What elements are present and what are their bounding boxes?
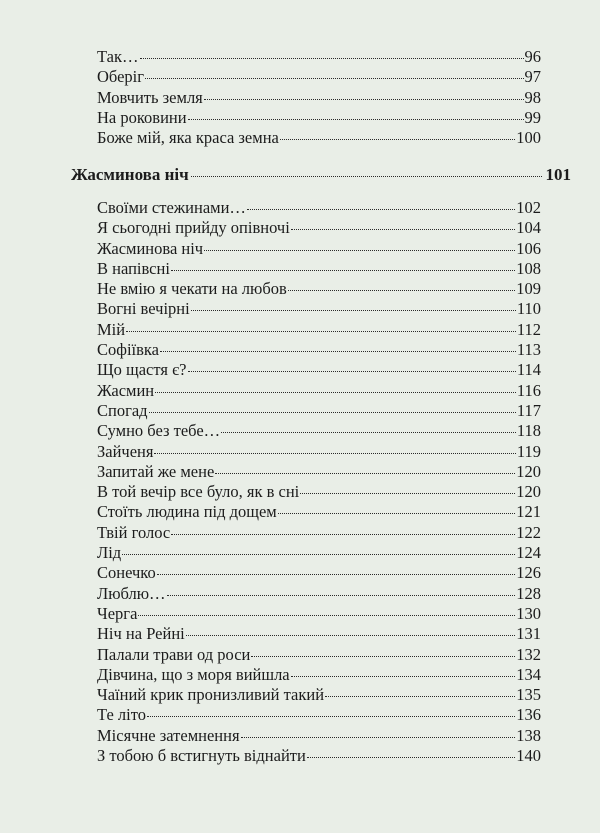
toc-entry-page: 96 [524,47,541,66]
toc-entry [97,746,541,766]
dot-leader [126,331,516,332]
toc-entry-page: 100 [516,128,541,148]
dot-leader [241,737,516,738]
dot-leader [307,757,515,758]
toc-entry [97,604,541,624]
toc-entry [97,482,541,502]
toc-entry-page: 114 [516,360,541,380]
toc-entry-page: 121 [516,502,541,522]
toc-entry-page: 104 [516,218,541,238]
toc-entry [97,421,541,441]
dot-leader [167,595,516,596]
dot-leader [160,351,516,352]
dot-leader [221,432,516,433]
toc-entry-title: Мовчить земля [97,87,203,107]
toc-entry-page: 136 [516,705,541,725]
toc-entry-title: Стоїть людина під дощем [97,502,277,522]
toc-entry-title: З тобою б встигнуть віднайти [97,746,306,766]
dot-leader [278,513,515,514]
toc-entry-title: Жасмин [97,380,155,400]
toc-entry [97,360,541,380]
toc-entry [97,685,541,705]
dot-leader [291,676,516,677]
toc-entry [97,128,541,148]
toc-entry [97,442,541,462]
dot-leader [251,656,515,657]
toc-entry [97,401,541,421]
toc-entry-title: На роковини [97,107,187,127]
dot-leader [291,229,515,230]
toc-entry-title: Зайченя [97,441,154,461]
toc-entry [97,502,541,522]
toc-list-section [97,198,541,766]
toc-entry-page: 120 [516,461,541,481]
toc-entry-page: 131 [516,624,541,644]
dot-leader [204,99,524,100]
toc-entry-title: Софіївка [97,340,159,360]
toc-entry-title: Я сьогодні прийду опівночі [97,218,290,238]
dot-leader [300,493,515,494]
dot-leader [188,371,516,372]
toc-entry [97,523,541,543]
toc-entry [97,320,541,340]
toc-entry-page: 117 [516,400,541,420]
toc-entry-page: 120 [516,482,541,502]
dot-leader [147,716,515,717]
toc-entry-page: 98 [524,87,541,107]
toc-entry-title: Вогні вечірні [97,299,190,319]
toc-entry [97,665,541,685]
toc-entry [97,462,541,482]
toc-entry-title: Ніч на Рейні [97,624,185,644]
toc-entry-page: 128 [516,583,541,603]
toc-entry-page: 99 [524,107,541,127]
toc-entry-title: Запитай же мене [97,461,215,481]
toc-entry-title: Своїми стежинами… [97,198,246,217]
toc-entry-title: Черга [97,603,138,623]
toc-entry [97,239,541,259]
dot-leader [191,176,542,177]
toc-entry [97,726,541,746]
dot-leader [171,534,515,535]
dot-leader [280,139,515,140]
toc-entry [97,47,541,67]
toc-entry-title: Твій голос [97,522,171,542]
toc-entry-title: Палали трави од роси [97,644,251,664]
toc-entry-page: 112 [516,319,541,339]
toc-entry-page: 108 [516,258,541,278]
toc-list-top [97,47,541,148]
dot-leader [140,58,524,59]
dot-leader [204,250,515,251]
toc-entry-title: Боже мій, яка краса земна [97,128,279,148]
toc-entry-title: Чаїний крик пронизливий такий [97,685,325,705]
toc-entry-title: Так… [97,47,139,66]
toc-entry-title: Оберіг [97,67,145,87]
dot-leader [288,290,515,291]
dot-leader [171,270,515,271]
toc-entry-page: 132 [516,644,541,664]
toc-entry-title: Місячне затемнення [97,725,240,745]
toc-entry [97,645,541,665]
toc-entry-page: 113 [516,340,541,360]
dot-leader [138,615,515,616]
toc-entry-page: 116 [516,380,541,400]
toc-entry-page: 102 [516,198,541,217]
toc-entry [97,543,541,563]
dot-leader [155,392,516,393]
toc-entry-page: 110 [516,299,541,319]
toc-entry [97,67,541,87]
section-title: Жасминова ніч [71,165,189,184]
toc-entry [97,88,541,108]
toc-entry [97,108,541,128]
dot-leader [191,310,516,311]
toc-entry-title: Мій [97,319,126,339]
toc-entry-page: 124 [516,543,541,563]
toc-entry-page: 122 [516,522,541,542]
dot-leader [149,412,516,413]
toc-section-heading [71,164,571,186]
toc-entry [97,563,541,583]
dot-leader [215,473,515,474]
toc-entry-page: 109 [516,279,541,299]
toc-entry [97,299,541,319]
toc-entry-page: 135 [516,685,541,705]
dot-leader [186,635,516,636]
toc-entry-title: В напівсні [97,258,170,278]
toc-entry-title: В той вечір все було, як в сні [97,482,300,502]
toc-entry [97,624,541,644]
toc-entry-title: Що щастя є? [97,360,187,380]
toc-entry [97,584,541,604]
dot-leader [325,696,515,697]
toc-entry-title: Те літо [97,705,146,725]
dot-leader [154,453,515,454]
toc-entry-title: Не вмію я чекати на любов [97,279,287,299]
toc-entry-page: 97 [524,67,541,87]
toc-entry-title: Дівчина, що з моря вийшла [97,664,290,684]
toc-entry-page: 118 [516,421,541,441]
section-page: 101 [545,165,571,184]
dot-leader [188,119,524,120]
toc-entry-page: 119 [516,441,541,461]
toc-entry-page: 134 [516,664,541,684]
toc-entry-title: Жасминова ніч [97,238,204,258]
dot-leader [247,209,515,210]
toc-entry-page: 138 [516,725,541,745]
toc-entry [97,198,541,218]
toc-entry [97,705,541,725]
toc-entry [97,340,541,360]
toc-entry [97,218,541,238]
toc-entry [97,381,541,401]
toc-entry-title: Сумно без тебе… [97,421,221,441]
toc-entry-title: Спогад [97,400,148,420]
dot-leader [145,78,523,79]
toc-entry-page: 106 [516,238,541,258]
toc-entry-title: Лід [97,543,122,563]
toc-entry-title: Сонечко [97,563,156,583]
toc-entry-page: 126 [516,563,541,583]
dot-leader [122,554,515,555]
dot-leader [157,574,516,575]
toc-entry-title: Люблю… [97,583,166,603]
toc-entry [97,259,541,279]
toc-entry [97,279,541,299]
toc-entry-page: 140 [516,746,541,766]
toc-entry-page: 130 [516,603,541,623]
